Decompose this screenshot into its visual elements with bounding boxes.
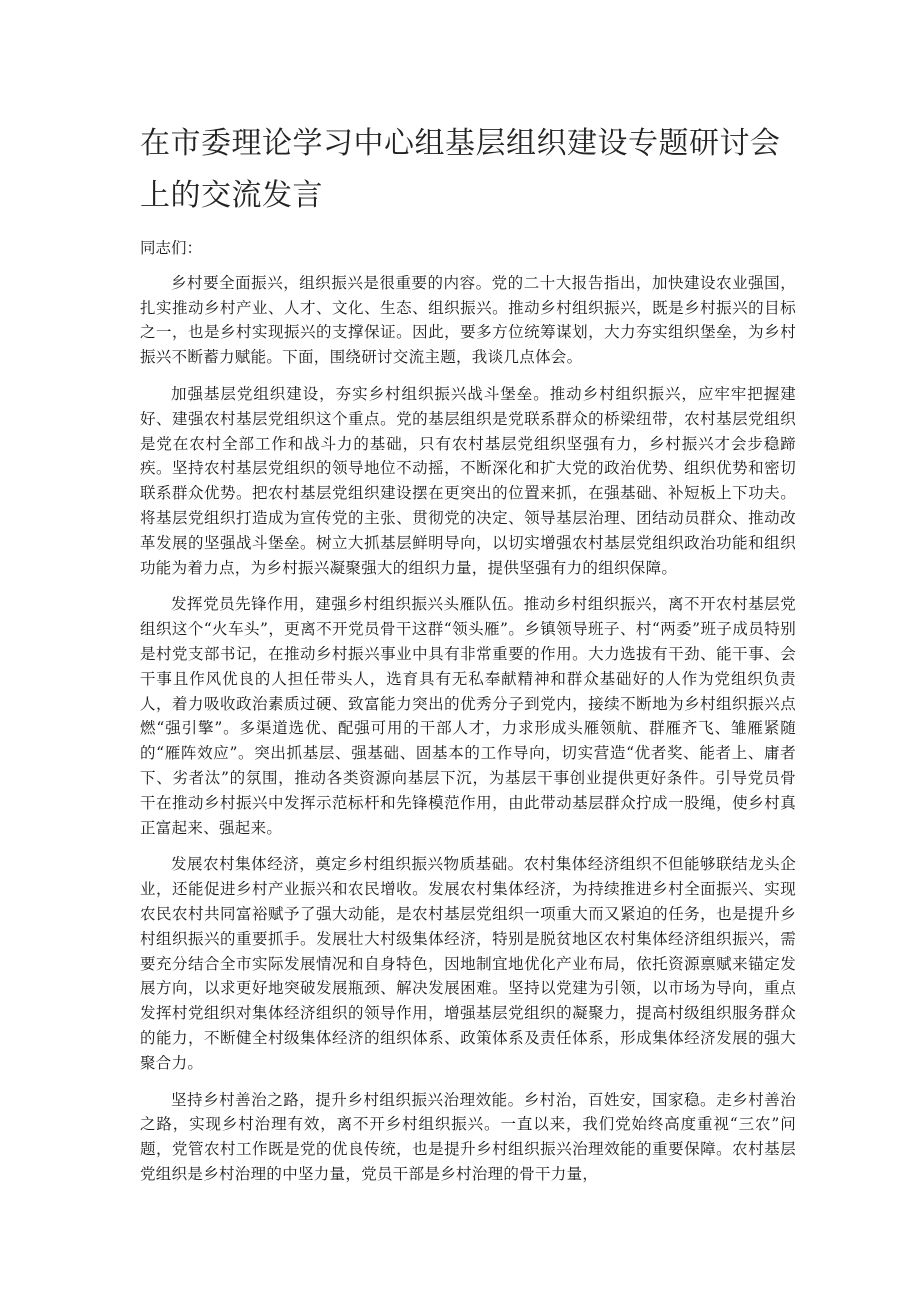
paragraph-collective-economy: 发展农村集体经济，奠定乡村组织振兴物质基础。农村集体经济组织不但能够联结龙头企业，还能促进乡村产业振兴和农民增收。发展农村集体经济，为持续推进乡村全面振兴、实现农民农村共同富裕赋予了强大动能，是农村基层党组织一项重大而又紧迫的任务，也是提升乡村组织振兴的重要抓手。发展壮大村级集体经济，特别是脱贫地区农村集体经济组织振兴，需要充分结合全市实际发展情况和自身特色，因地制宜地优化产业布局，依托资源禀赋来锚定发展方向，以求更好地突破发展瓶颈、解决发展困难。坚持以党建为引领，以市场为导向，重点发挥村党组织对集体经济组织的领导作用，增强基层党组织的凝聚力，提高村级组织服务群众的能力，不断健全村级集体经济的组织体系、政策体系及责任体系，形成集体经济发展的强大聚合力。 [140,855,796,1072]
paragraph-party-members: 发挥党员先锋作用，建强乡村组织振兴头雁队伍。推动乡村组织振兴，离不开农村基层党组织这个“火车头”，更离不开党员骨干这群“领头雁”。乡镇领导班子、村“两委”班子成员特别是村党支部书记，在推动乡村振兴事业中具有非常重要的作用。大力选拔有干劲、能干事、会干事且作风优良的人担任带头人，选育具有无私奉献精神和群众基础好的人作为党组织负责人，着力吸收政治素质过硬、致富能力突出的优秀分子到党内，接续不断地为乡村组织振兴点燃“强引擎”。多渠道选优、配强可用的干部人才，力求形成头雁领航、群雁齐飞、雏雁紧随的“雁阵效应”。突出抓基层、强基础、固基本的工作导向，切实营造“优者奖、能者上、庸者下、劣者汰”的氛围，推动各类资源向基层下沉，为基层干事创业提供更好条件。引导党员骨干在推动乡村振兴中发挥示范标杆和先锋模范作用，由此带动基层群众拧成一股绳，使乡村真正富起来、强起来。 [140,595,796,837]
salutation: 同志们： [140,239,203,257]
document-title: 在市委理论学习中心组基层组织建设专题研讨会上的交流发言 [140,126,781,213]
paragraph-rural-governance: 坚持乡村善治之路，提升乡村组织振兴治理效能。乡村治，百姓安，国家稳。走乡村善治之路，实现乡村治理有效，离不开乡村组织振兴。一直以来，我们党始终高度重视“三农”问题，党管农村工作既是党的优良传统，也是提升乡村组织振兴治理效能的重要保障。农村基层党组织是乡村治理的中坚力量，党员干部是乡村治理的骨干力量， [140,1090,796,1183]
paragraph-intro: 乡村要全面振兴，组织振兴是很重要的内容。党的二十大报告指出，加快建设农业强国，扎实推动乡村产业、人才、文化、生态、组织振兴。推动乡村组织振兴，既是乡村振兴的目标之一，也是乡村实现振兴的支撑保证。因此，要多方位统筹谋划，大力夯实组织堡垒，为乡村振兴不断蓄力赋能。下面，围绕研讨交流主题，我谈几点体会。 [140,273,796,367]
paragraph-party-organization: 加强基层党组织建设，夯实乡村组织振兴战斗堡垒。推动乡村组织振兴，应牢牢把握建好、建强农村基层党组织这个重点。党的基层组织是党联系群众的桥梁纽带，农村基层党组织是党在农村全部工作和战斗力的基础，只有农村基层党组织坚强有力，乡村振兴才会步稳蹄疾。坚持农村基层党组织的领导地位不动摇，不断深化和扩大党的政治优势、组织优势和密切联系群众优势。把农村基层党组织建设摆在更突出的位置来抓，在强基础、补短板上下功夫。将基层党组织打造成为宣传党的主张、贯彻党的决定、领导基层治理、团结动员群众、推动改革发展的坚强战斗堡垒。树立大抓基层鲜明导向，以切实增强农村基层党组织政治功能和组织功能为着力点，为乡村振兴凝聚强大的组织力量，提供坚强有力的组织保障。 [140,384,796,577]
document-page [140,118,796,1199]
